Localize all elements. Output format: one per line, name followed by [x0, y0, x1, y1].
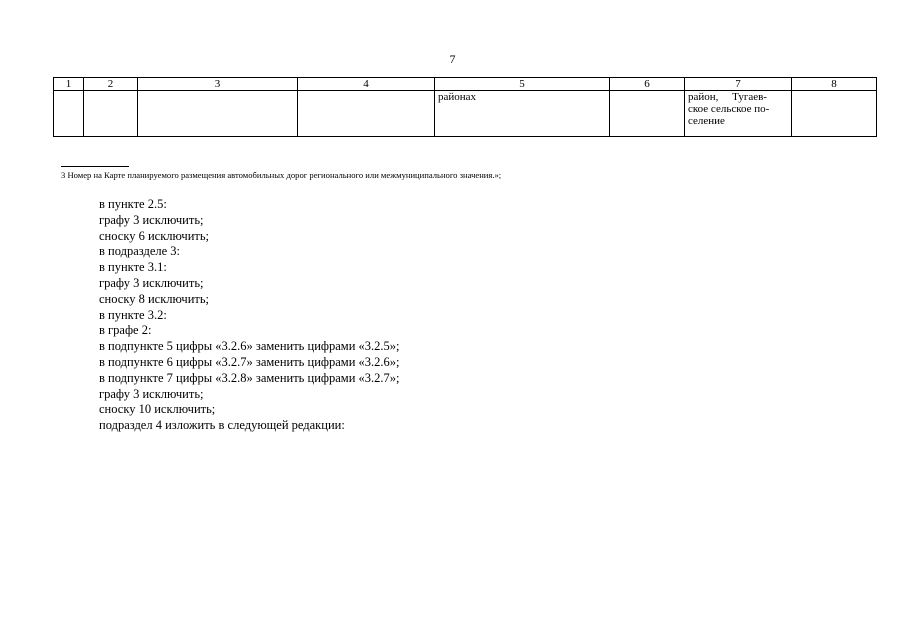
- amendment-line: в подпункте 5 цифры «3.2.6» заменить цифрами «3.2.5»;: [99, 339, 400, 354]
- amendment-line: сноску 6 исключить;: [99, 228, 210, 243]
- table-header-row: [54, 78, 877, 91]
- amendment-line: графу 3 исключить;: [99, 386, 204, 401]
- footnote: 3 Номер на Карте планируемого размещения автомобильных дорог регионального или межмуниципального значения.»;: [61, 170, 502, 180]
- data-table: [53, 77, 877, 137]
- table-cell: [54, 91, 84, 137]
- amendment-line: в подпункте 7 цифры «3.2.8» заменить цифрами «3.2.7»;: [99, 370, 400, 385]
- cell-line: селение: [688, 115, 725, 127]
- amendment-line: графу 3 исключить;: [99, 212, 204, 227]
- column-header: 8: [792, 78, 877, 91]
- table-row: [54, 91, 877, 137]
- amendment-line: в подпункте 6 цифры «3.2.7» заменить цифрами «3.2.6»;: [99, 354, 400, 369]
- amendment-line: подраздел 4 изложить в следующей редакции:: [99, 418, 345, 433]
- cell-line: район, Тугаев-: [688, 91, 767, 103]
- page-number: 7: [449, 52, 456, 66]
- column-header: 4: [298, 78, 435, 91]
- table-cell: районах: [435, 91, 610, 137]
- column-header: 3: [138, 78, 298, 91]
- table-cell: [298, 91, 435, 137]
- amendment-line: сноску 8 исключить;: [99, 291, 210, 306]
- amendment-line: сноску 10 исключить;: [99, 402, 216, 417]
- cell-line: ское сельское по-: [688, 103, 770, 115]
- table-cell: [610, 91, 685, 137]
- column-header: 1: [54, 78, 84, 91]
- table-cell: [84, 91, 138, 137]
- column-header: 2: [84, 78, 138, 91]
- amendment-line: в графе 2:: [99, 323, 152, 338]
- table-cell-location: [685, 91, 792, 137]
- column-header: 6: [610, 78, 685, 91]
- table-cell: [792, 91, 877, 137]
- column-header: 5: [435, 78, 610, 91]
- amendment-line: в пункте 3.2:: [99, 307, 167, 322]
- amendment-line: графу 3 исключить;: [99, 275, 204, 290]
- table-cell: [138, 91, 298, 137]
- amendment-line: в подразделе 3:: [99, 244, 181, 259]
- amendment-line: в пункте 3.1:: [99, 260, 167, 275]
- footnote-separator: [61, 166, 129, 167]
- amendment-line: в пункте 2.5:: [99, 197, 167, 211]
- column-header: 7: [685, 78, 792, 91]
- amendments-list: [99, 197, 399, 434]
